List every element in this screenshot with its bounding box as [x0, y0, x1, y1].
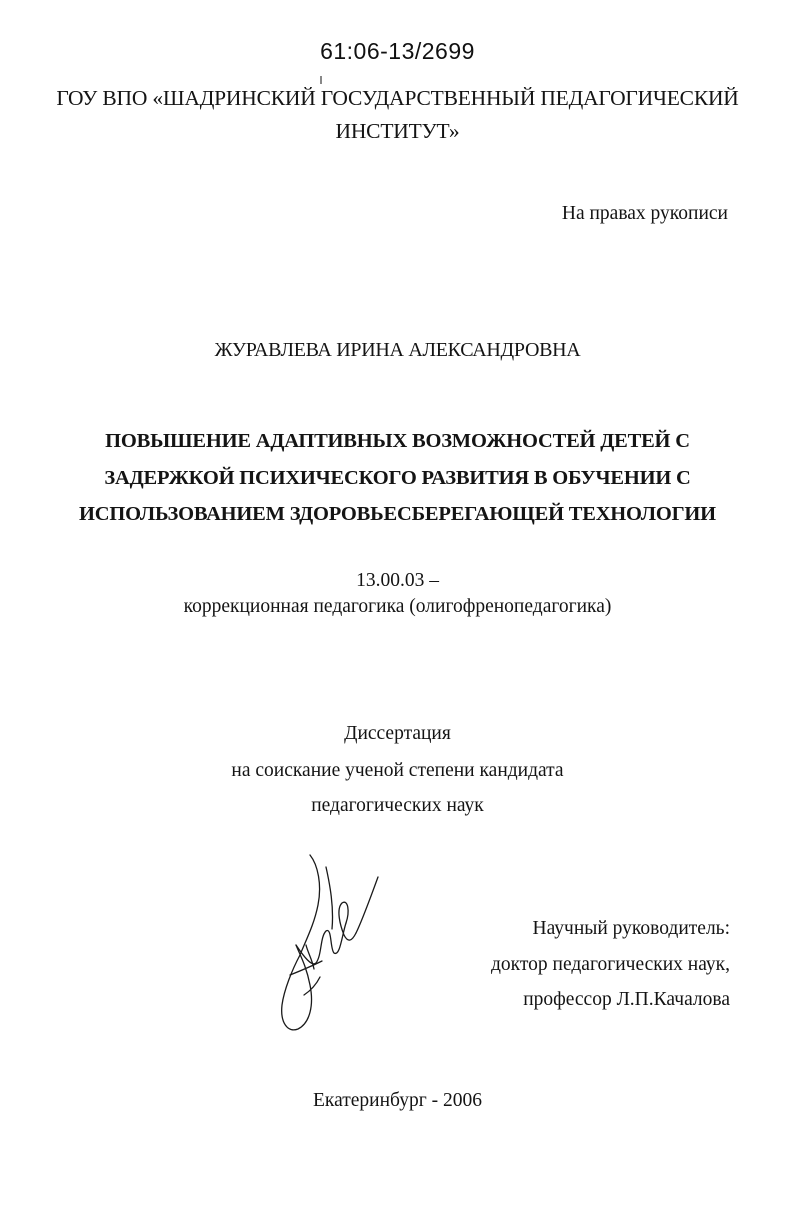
dissertation-label: Диссертация — [344, 723, 451, 744]
institution-line-1: ГОУ ВПО «ШАДРИНСКИЙ ГОСУДАРСТВЕННЫЙ ПЕДАГОГИЧЕСКИЙ — [56, 86, 739, 110]
handwritten-signature-icon — [270, 845, 380, 1040]
scan-mark — [320, 76, 322, 84]
city-year: Екатеринбург - 2006 — [313, 1090, 482, 1111]
institution-line-2: ИНСТИТУТ» — [335, 119, 460, 143]
author-name: ЖУРАВЛЕВА ИРИНА АЛЕКСАНДРОВНА — [214, 339, 581, 361]
thesis-title-line-2: ЗАДЕРЖКОЙ ПСИХИЧЕСКОГО РАЗВИТИЯ В ОБУЧЕНИИ С — [104, 467, 691, 489]
specialty-name: коррекционная педагогика (олигофренопедагогика) — [183, 596, 612, 617]
specialty-code: 13.00.03 – — [356, 570, 439, 591]
thesis-title-line-3: ИСПОЛЬЗОВАНИЕМ ЗДОРОВЬЕСБЕРЕГАЮЩЕЙ ТЕХНОЛОГИИ — [79, 503, 716, 525]
archive-code: 61:06-13/2699 — [320, 38, 475, 64]
supervisor-label: Научный руководитель: — [532, 918, 730, 939]
degree-purpose: на соискание ученой степени кандидата — [231, 760, 564, 781]
supervisor-name: профессор Л.П.Качалова — [523, 989, 730, 1010]
thesis-title-line-1: ПОВЫШЕНИЕ АДАПТИВНЫХ ВОЗМОЖНОСТЕЙ ДЕТЕЙ С — [105, 430, 690, 452]
rights-note: На правах рукописи — [561, 203, 728, 224]
degree-field: педагогических наук — [311, 795, 484, 816]
supervisor-degree: доктор педагогических наук, — [491, 954, 730, 975]
